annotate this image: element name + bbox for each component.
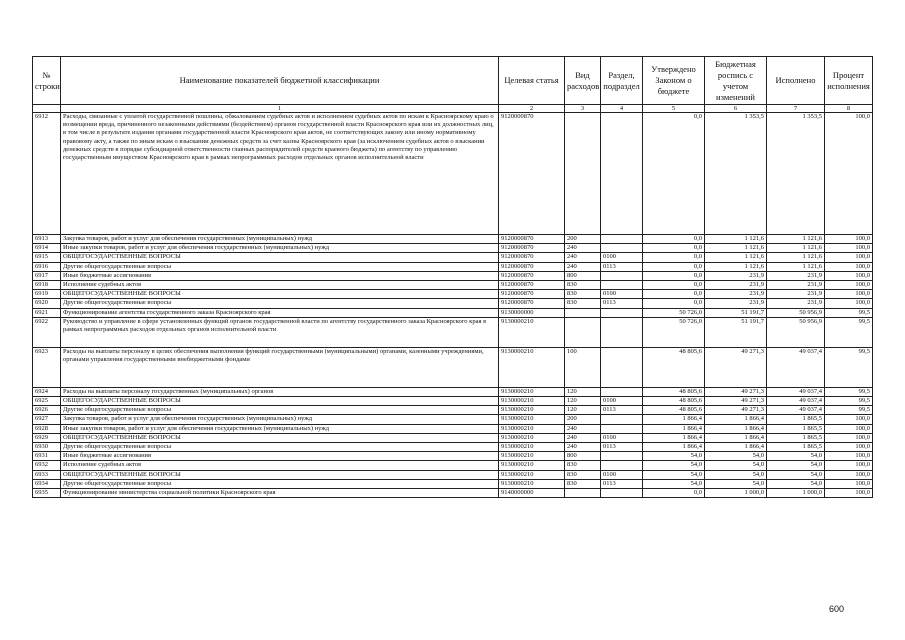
approved-amount: 0,0 <box>643 253 705 262</box>
budget-plan-amount: 1 121,6 <box>705 235 767 244</box>
percent-executed: 100,0 <box>825 443 873 452</box>
expense-type: 830 <box>565 461 601 470</box>
section-code <box>601 452 643 461</box>
budget-plan-amount: 1 000,0 <box>705 489 767 498</box>
indicator-name: ОБЩЕГОСУДАРСТВЕННЫЕ ВОПРОСЫ <box>61 397 499 406</box>
section-code: 0113 <box>601 262 643 271</box>
approved-amount: 1 866,4 <box>643 424 705 433</box>
approved-amount: 0,0 <box>643 271 705 280</box>
column-number: 6 <box>705 105 767 113</box>
target-article: 9120000870 <box>499 281 565 290</box>
approved-amount: 50 726,0 <box>643 308 705 317</box>
budget-plan-amount: 1 866,4 <box>705 443 767 452</box>
header-percent: Процент исполнения <box>825 57 873 105</box>
header-approved: Утверждено Законом о бюджете <box>643 57 705 105</box>
approved-amount: 0,0 <box>643 262 705 271</box>
target-article: 9120000870 <box>499 253 565 262</box>
approved-amount: 0,0 <box>643 299 705 308</box>
row-number: 6935 <box>33 489 61 498</box>
section-code: 0100 <box>601 253 643 262</box>
section-code: 0100 <box>601 397 643 406</box>
budget-plan-amount: 231,9 <box>705 299 767 308</box>
approved-amount: 1 866,4 <box>643 433 705 442</box>
table-row <box>33 443 873 452</box>
section-code: 0113 <box>601 299 643 308</box>
header-budget-plan: Бюджетная роспись с учетом изменений <box>705 57 767 105</box>
budget-plan-amount: 54,0 <box>705 479 767 488</box>
indicator-name: Расходы на выплаты персоналу государственных (муниципальных) органов <box>61 387 499 396</box>
budget-plan-amount: 231,9 <box>705 290 767 299</box>
approved-amount: 1 866,4 <box>643 415 705 424</box>
approved-amount: 54,0 <box>643 470 705 479</box>
row-number: 6934 <box>33 479 61 488</box>
indicator-name: Закупка товаров, работ и услуг для обеспечения государственных (муниципальных) нужд <box>61 235 499 244</box>
percent-executed: 100,0 <box>825 424 873 433</box>
budget-plan-amount: 231,9 <box>705 271 767 280</box>
row-number: 6922 <box>33 317 61 347</box>
target-article: 9130000210 <box>499 479 565 488</box>
table-row <box>33 479 873 488</box>
expense-type: 120 <box>565 387 601 396</box>
target-article: 9130000210 <box>499 406 565 415</box>
executed-amount: 231,9 <box>767 290 825 299</box>
indicator-name: Руководство и управление в сфере установленных функций органов государственной власти по агентству государственного заказа Красноярского края в рамках непрограммных расходов отдельных органов исполнительной власти <box>61 317 499 347</box>
approved-amount: 54,0 <box>643 452 705 461</box>
budget-plan-amount: 1 121,6 <box>705 244 767 253</box>
target-article: 9140000000 <box>499 489 565 498</box>
row-number: 6915 <box>33 253 61 262</box>
percent-executed: 100,0 <box>825 433 873 442</box>
expense-type: 120 <box>565 406 601 415</box>
approved-amount: 0,0 <box>643 244 705 253</box>
executed-amount: 54,0 <box>767 470 825 479</box>
budget-plan-amount: 54,0 <box>705 452 767 461</box>
header-row-number: № строки <box>33 57 61 105</box>
indicator-name: Исполнение судебных актов <box>61 461 499 470</box>
executed-amount: 54,0 <box>767 452 825 461</box>
indicator-name: Иные закупки товаров, работ и услуг для обеспечения государственных (муниципальных) нужд <box>61 244 499 253</box>
row-number: 6913 <box>33 235 61 244</box>
target-article: 9130000210 <box>499 317 565 347</box>
table-row <box>33 317 873 347</box>
indicator-name: ОБЩЕГОСУДАРСТВЕННЫЕ ВОПРОСЫ <box>61 253 499 262</box>
executed-amount: 1 865,5 <box>767 443 825 452</box>
table-row <box>33 290 873 299</box>
percent-executed: 100,0 <box>825 470 873 479</box>
table-row <box>33 433 873 442</box>
table-row <box>33 262 873 271</box>
expense-type: 100 <box>565 347 601 387</box>
executed-amount: 50 956,9 <box>767 308 825 317</box>
target-article: 9120000870 <box>499 113 565 235</box>
column-number: 1 <box>61 105 499 113</box>
executed-amount: 1 353,5 <box>767 113 825 235</box>
column-number: 4 <box>601 105 643 113</box>
expense-type: 830 <box>565 281 601 290</box>
budget-plan-amount: 49 271,3 <box>705 347 767 387</box>
section-code <box>601 347 643 387</box>
table-row <box>33 271 873 280</box>
section-code: 0100 <box>601 290 643 299</box>
header-executed: Исполнено <box>767 57 825 105</box>
percent-executed: 100,0 <box>825 235 873 244</box>
target-article: 9130000210 <box>499 415 565 424</box>
column-number: 8 <box>825 105 873 113</box>
section-code <box>601 281 643 290</box>
indicator-name: Другие общегосударственные вопросы <box>61 443 499 452</box>
percent-executed: 100,0 <box>825 479 873 488</box>
row-number: 6924 <box>33 387 61 396</box>
expense-type: 830 <box>565 299 601 308</box>
approved-amount: 54,0 <box>643 461 705 470</box>
table-row <box>33 308 873 317</box>
section-code <box>601 387 643 396</box>
section-code <box>601 235 643 244</box>
target-article: 9120000870 <box>499 299 565 308</box>
header-section: Раздел, подраздел <box>601 57 643 105</box>
column-number: 2 <box>499 105 565 113</box>
target-article: 9120000870 <box>499 290 565 299</box>
executed-amount: 231,9 <box>767 299 825 308</box>
expense-type: 240 <box>565 244 601 253</box>
indicator-name: Другие общегосударственные вопросы <box>61 479 499 488</box>
indicator-name: Функционирование министерства социальной политики Красноярского края <box>61 489 499 498</box>
row-number: 6920 <box>33 299 61 308</box>
row-number: 6926 <box>33 406 61 415</box>
approved-amount: 48 805,6 <box>643 387 705 396</box>
expense-type: 240 <box>565 262 601 271</box>
section-code <box>601 113 643 235</box>
expense-type: 240 <box>565 253 601 262</box>
table-row <box>33 424 873 433</box>
table-row <box>33 461 873 470</box>
row-number: 6921 <box>33 308 61 317</box>
target-article: 9130000210 <box>499 397 565 406</box>
indicator-name: Иные бюджетные ассигнования <box>61 271 499 280</box>
table-row <box>33 489 873 498</box>
budget-plan-amount: 1 866,4 <box>705 433 767 442</box>
indicator-name: Функционирование агентства государственного заказа Красноярского края <box>61 308 499 317</box>
approved-amount: 0,0 <box>643 113 705 235</box>
percent-executed: 100,0 <box>825 299 873 308</box>
target-article: 9130000210 <box>499 452 565 461</box>
approved-amount: 48 805,6 <box>643 406 705 415</box>
column-number: 5 <box>643 105 705 113</box>
row-number: 6930 <box>33 443 61 452</box>
row-number: 6912 <box>33 113 61 235</box>
executed-amount: 231,9 <box>767 271 825 280</box>
executed-amount: 54,0 <box>767 461 825 470</box>
section-code <box>601 415 643 424</box>
row-number: 6931 <box>33 452 61 461</box>
budget-plan-amount: 54,0 <box>705 461 767 470</box>
table-row <box>33 281 873 290</box>
percent-executed: 100,0 <box>825 281 873 290</box>
header-expense-type: Вид расходов <box>565 57 601 105</box>
table-row <box>33 387 873 396</box>
budget-plan-amount: 51 191,7 <box>705 317 767 347</box>
expense-type: 830 <box>565 479 601 488</box>
percent-executed: 100,0 <box>825 271 873 280</box>
section-code <box>601 424 643 433</box>
executed-amount: 231,9 <box>767 281 825 290</box>
expense-type <box>565 317 601 347</box>
executed-amount: 50 956,9 <box>767 317 825 347</box>
row-number: 6929 <box>33 433 61 442</box>
row-number: 6916 <box>33 262 61 271</box>
column-number-row <box>33 105 873 113</box>
percent-executed: 100,0 <box>825 253 873 262</box>
section-code: 0100 <box>601 433 643 442</box>
percent-executed: 100,0 <box>825 452 873 461</box>
indicator-name: ОБЩЕГОСУДАРСТВЕННЫЕ ВОПРОСЫ <box>61 290 499 299</box>
approved-amount: 0,0 <box>643 235 705 244</box>
expense-type: 240 <box>565 443 601 452</box>
table-row <box>33 452 873 461</box>
budget-plan-amount: 49 271,3 <box>705 387 767 396</box>
section-code <box>601 461 643 470</box>
expense-type: 200 <box>565 415 601 424</box>
percent-executed: 100,0 <box>825 290 873 299</box>
target-article: 9120000870 <box>499 262 565 271</box>
budget-plan-amount: 54,0 <box>705 470 767 479</box>
table-row <box>33 397 873 406</box>
percent-executed: 99,5 <box>825 347 873 387</box>
section-code: 0113 <box>601 443 643 452</box>
indicator-name: Другие общегосударственные вопросы <box>61 406 499 415</box>
target-article: 9130000210 <box>499 470 565 479</box>
section-code <box>601 317 643 347</box>
header-row <box>33 57 873 105</box>
header-indicator-name: Наименование показателей бюджетной классификации <box>61 57 499 105</box>
row-number: 6925 <box>33 397 61 406</box>
percent-executed: 100,0 <box>825 489 873 498</box>
section-code: 0113 <box>601 406 643 415</box>
section-code <box>601 244 643 253</box>
executed-amount: 1 121,6 <box>767 235 825 244</box>
budget-plan-amount: 51 191,7 <box>705 308 767 317</box>
target-article: 9130000000 <box>499 308 565 317</box>
target-article: 9130000210 <box>499 443 565 452</box>
budget-plan-amount: 1 866,4 <box>705 424 767 433</box>
indicator-name: Расходы на выплаты персоналу в целях обеспечения выполнения функций государственными (муниципальными) органами, казенными учреждениями, органами управления государственными внебюджетными фондами <box>61 347 499 387</box>
expense-type: 830 <box>565 290 601 299</box>
indicator-name: Исполнение судебных актов <box>61 281 499 290</box>
executed-amount: 1 121,6 <box>767 253 825 262</box>
column-number: 7 <box>767 105 825 113</box>
percent-executed: 99,5 <box>825 317 873 347</box>
approved-amount: 0,0 <box>643 281 705 290</box>
row-number: 6918 <box>33 281 61 290</box>
expense-type: 240 <box>565 424 601 433</box>
executed-amount: 49 037,4 <box>767 406 825 415</box>
approved-amount: 0,0 <box>643 290 705 299</box>
percent-executed: 100,0 <box>825 113 873 235</box>
indicator-name: Иные закупки товаров, работ и услуг для обеспечения государственных (муниципальных) нужд <box>61 424 499 433</box>
section-code <box>601 308 643 317</box>
page-number: 600 <box>829 604 845 614</box>
target-article: 9130000210 <box>499 424 565 433</box>
row-number: 6914 <box>33 244 61 253</box>
expense-type: 800 <box>565 271 601 280</box>
indicator-name: Другие общегосударственные вопросы <box>61 262 499 271</box>
expense-type <box>565 113 601 235</box>
table-row <box>33 113 873 235</box>
percent-executed: 100,0 <box>825 262 873 271</box>
executed-amount: 49 037,4 <box>767 387 825 396</box>
row-number: 6919 <box>33 290 61 299</box>
target-article: 9120000870 <box>499 235 565 244</box>
table-row <box>33 406 873 415</box>
indicator-name: Расходы, связанные с уплатой государственной пошлины, обжалованием судебных актов и исполнением судебных актов по искам к Красноярскому краю о возмещении вреда, причиненного незаконными действиями (бездействием) органов государственной власти Красноярского края или их должностных лиц, в том числе в результате издания органами государственной власти Красноярского края актов, не соответствующих закону или иному нормативному правовому акту, а также по иным искам о взыскании денежных средств за счет казны Красноярского края (за исключением судебных актов о взыскании денежных средств в порядке субсидиарной ответственности главных распорядителей средств краевого бюджета) по агентству по управлению государственным имуществом Красноярского края в рамках непрограммных расходов отдельных органов исполнительной власти <box>61 113 499 235</box>
executed-amount: 49 037,4 <box>767 347 825 387</box>
target-article: 9130000210 <box>499 461 565 470</box>
section-code: 0113 <box>601 479 643 488</box>
expense-type: 120 <box>565 397 601 406</box>
target-article: 9130000210 <box>499 347 565 387</box>
percent-executed: 100,0 <box>825 244 873 253</box>
column-number <box>33 105 61 113</box>
indicator-name: Иные бюджетные ассигнования <box>61 452 499 461</box>
target-article: 9130000210 <box>499 433 565 442</box>
approved-amount: 54,0 <box>643 479 705 488</box>
table-row <box>33 299 873 308</box>
approved-amount: 0,0 <box>643 489 705 498</box>
section-code: 0100 <box>601 470 643 479</box>
indicator-name: ОБЩЕГОСУДАРСТВЕННЫЕ ВОПРОСЫ <box>61 470 499 479</box>
expense-type: 830 <box>565 470 601 479</box>
percent-executed: 100,0 <box>825 461 873 470</box>
budget-plan-amount: 1 121,6 <box>705 262 767 271</box>
row-number: 6933 <box>33 470 61 479</box>
target-article: 9120000870 <box>499 271 565 280</box>
approved-amount: 50 726,0 <box>643 317 705 347</box>
budget-plan-amount: 49 271,3 <box>705 397 767 406</box>
section-code <box>601 271 643 280</box>
executed-amount: 49 037,4 <box>767 397 825 406</box>
row-number: 6927 <box>33 415 61 424</box>
expense-type: 240 <box>565 433 601 442</box>
budget-plan-amount: 1 866,4 <box>705 415 767 424</box>
expense-type: 200 <box>565 235 601 244</box>
budget-plan-amount: 49 271,3 <box>705 406 767 415</box>
indicator-name: ОБЩЕГОСУДАРСТВЕННЫЕ ВОПРОСЫ <box>61 433 499 442</box>
approved-amount: 48 805,6 <box>643 397 705 406</box>
executed-amount: 1 121,6 <box>767 262 825 271</box>
executed-amount: 1 865,5 <box>767 433 825 442</box>
percent-executed: 99,5 <box>825 387 873 396</box>
executed-amount: 1 121,6 <box>767 244 825 253</box>
executed-amount: 1 000,0 <box>767 489 825 498</box>
row-number: 6928 <box>33 424 61 433</box>
executed-amount: 54,0 <box>767 479 825 488</box>
table-row <box>33 415 873 424</box>
executed-amount: 1 865,5 <box>767 415 825 424</box>
expense-type: 800 <box>565 452 601 461</box>
table-row <box>33 470 873 479</box>
expense-type <box>565 489 601 498</box>
row-number: 6923 <box>33 347 61 387</box>
budget-plan-amount: 231,9 <box>705 281 767 290</box>
table-row <box>33 235 873 244</box>
expense-type <box>565 308 601 317</box>
indicator-name: Закупка товаров, работ и услуг для обеспечения государственных (муниципальных) нужд <box>61 415 499 424</box>
column-number: 3 <box>565 105 601 113</box>
row-number: 6917 <box>33 271 61 280</box>
executed-amount: 1 865,5 <box>767 424 825 433</box>
target-article: 9130000210 <box>499 387 565 396</box>
budget-plan-amount: 1 121,6 <box>705 253 767 262</box>
budget-plan-amount: 1 353,5 <box>705 113 767 235</box>
target-article: 9120000870 <box>499 244 565 253</box>
budget-execution-table <box>32 56 873 498</box>
approved-amount: 48 805,6 <box>643 347 705 387</box>
table-row <box>33 347 873 387</box>
section-code <box>601 489 643 498</box>
table-row <box>33 253 873 262</box>
approved-amount: 1 866,4 <box>643 443 705 452</box>
table-row <box>33 244 873 253</box>
row-number: 6932 <box>33 461 61 470</box>
percent-executed: 100,0 <box>825 415 873 424</box>
header-target-article: Целевая статья <box>499 57 565 105</box>
percent-executed: 99,5 <box>825 397 873 406</box>
indicator-name: Другие общегосударственные вопросы <box>61 299 499 308</box>
percent-executed: 99,5 <box>825 406 873 415</box>
percent-executed: 99,5 <box>825 308 873 317</box>
